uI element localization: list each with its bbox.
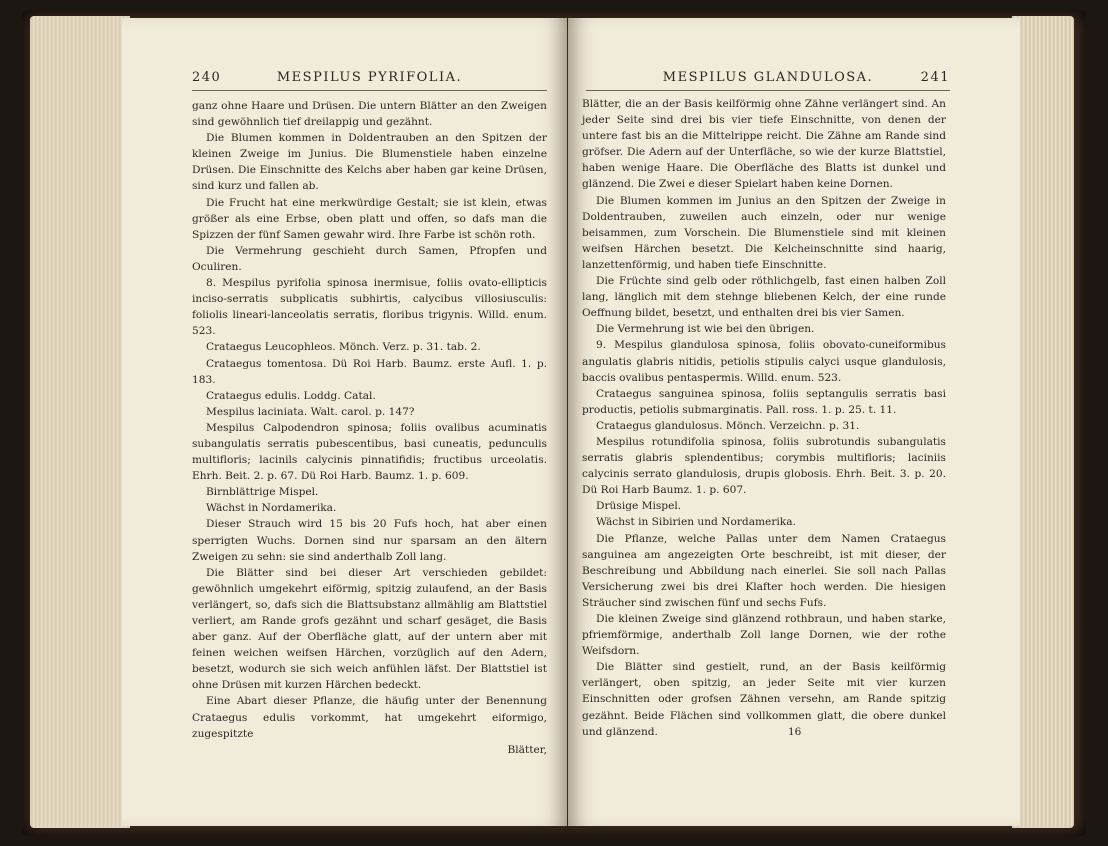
paragraph: Die Frucht hat eine merkwürdige Gestalt; sie ist klein, etwas größer als eine Erbse, oben platt und offen, so dafs man die Spizzen der fünf Samen gewahr wird. Ihre Farbe ist schön roth. (192, 196, 547, 241)
paragraph: Drüsige Mispel. (596, 500, 682, 513)
paragraph: Crataegus tomentosa. Dü Roi Harb. Baumz. erste Aufl. 1. p. 183. (192, 357, 547, 386)
paragraph: Crataegus sanguinea spinosa, foliis septangulis serratis basi productis, petiolis submarginatis. Pall. ross. 1. p. 25. t. 11. (582, 387, 946, 416)
right-page-header (586, 70, 950, 91)
page-edges-right (1012, 16, 1074, 828)
paragraph: Crataegus edulis. Loddg. Catal. (206, 389, 376, 402)
right-page-number: 241 (920, 70, 950, 85)
paragraph: Die Blumen kommen im Junius an den Spitzen der Zweige in Doldentrauben, zuweilen auch einzeln, oder nur wenige beisammen, zum Vorschein. Die Blumenstiele sind mit kleinen weifsen Härchen besetzt. Die Kelcheinschnitte sind haarig, lanzettenförmig, und haben tiefe Einschnitte. (582, 194, 946, 271)
paragraph: Dieser Strauch wird 15 bis 20 Fufs hoch, hat aber einen sperrigten Wuchs. Dornen sind nur sparsam an den ältern Zweigen zu sehn: sie sind anderthalb Zoll lang. (192, 518, 547, 563)
paragraph: Die Vermehrung geschieht durch Samen, Pfropfen und Oculiren. (192, 244, 547, 273)
paragraph: Die Früchte sind gelb oder röthlichgelb, fast einen halben Zoll lang, länglich mit dem stehnge bliebenen Kelch, der eine runde Oeffnung bildet, besetzt, und enthalten drei bis vier Samen. (582, 275, 946, 320)
paragraph: Mespilus Calpodendron spinosa; foliis ovalibus acuminatis subangulatis serratis pubescentibus, basi cuneatis, pedunculis multifloris; lacinils calycinis pinnatifidis; fructibus urceolatis. Ehrh. Beit. 2. p. 67. Dü Roi Harb. Baumz. 1. p. 609. (192, 421, 547, 483)
left-page-body (192, 98, 547, 758)
right-page-body (582, 96, 946, 740)
left-page-number: 240 (192, 70, 222, 85)
paragraph: 8. Mespilus pyrifolia spinosa inermisue, foliis ovato-ellipticis inciso-serratis subplicatis subhirtis, calycibus villosiusculis: foliolis lineari-lanceolatis serratis, floribus trigynis. Willd. enum. 523. (192, 277, 547, 338)
paragraph: ganz ohne Haare und Drüsen. Die untern Blätter an den Zweigen sind gewöhnlich tief dreilappig und gezähnt. (192, 100, 547, 129)
paragraph: Mespilus laciniata. Walt. carol. p. 147? (206, 405, 415, 418)
paragraph: Eine Abart dieser Pflanze, die häufig unter der Benennung Crataegus edulis vorkommt, hat umgekehrt eiformigo, zugespitzte (192, 695, 547, 740)
left-running-title: MESPILUS PYRIFOLIA. (276, 70, 463, 85)
paragraph: Blätter, die an der Basis keilförmig ohne Zähne verlängert sind. An jeder Seite sind drei bis vier tiefe Einschnitte, von denen der untere fast bis an die Mittelrippe reicht. Die Zähne am Rande sind gröfser. Die Adern auf der Unterfläche, so wie der kurze Blattstiel, haben wenige Haare. Die Oberfläche des Blatts ist dunkel und glänzend. Die Zwei e dieser Spielart haben keine Dornen. (582, 98, 946, 191)
right-page (568, 18, 1020, 826)
paragraph: Die Blumen kommen in Doldentrauben an den Spitzen der kleinen Zweige im Junius. Die Blumenstiele haben einzelne Drüsen. Die Einschnitte des Kelchs aber haben gar keine Drüsen, sind kurz und fallen ab. (192, 132, 547, 193)
signature-mark: 16 (788, 726, 802, 738)
paragraph: Wächst in Sibirien und Nordamerika. (596, 516, 796, 529)
paragraph: 9. Mespilus glandulosa spinosa, foliis obovato-cuneiformibus angulatis glabris nitidis, petiolis stipulis calyci usque glandulosis, baccis ovalibus pentaspermis. Willd. enum. 523. (582, 339, 946, 384)
paragraph: Crataegus glandulosus. Mönch. Verzeichn. p. 31. (596, 419, 860, 432)
paragraph: Die Blätter sind bei dieser Art verschieden gebildet: gewöhnlich umgekehrt eiförmig, spitzig zulaufend, an der Basis verlängert, so, dafs sich die Blattsubstanz allmählig am Blattstiel verliert, am Rande grofs gezähnt und scharf gesäget, die Basis aber ganz. Auf der Oberfläche glatt, auf der untern aber mit feinen weichen weifsen Härchen, vorzüglich auf den Adern, besetzt, wodurch sie sich weich anfühlen läfst. Der Blattstiel ist ohne Drüsen mit kurzen Härchen bedeckt. (192, 566, 547, 692)
paragraph: Die kleinen Zweige sind glänzend rothbraun, und haben starke, pfriemförmige, anderthalb Zoll lange Dornen, wie der rothe Weifsdorn. (582, 613, 946, 658)
paragraph: Crataegus Leucophleos. Mönch. Verz. p. 31. tab. 2. (206, 341, 481, 354)
paragraph: Die Pflanze, welche Pallas unter dem Namen Crataegus sanguinea am angezeigten Orte beschreibt, ist mit dieser, der Beschreibung und Abbildung nach einerlei. Sie soll nach Pallas Versicherung zwei bis drei Klafter hoch werden. Die hiesigen Sträucher sind zwischen fünf und sechs Fufs. (582, 532, 946, 609)
paragraph: Wächst in Nordamerika. (206, 502, 337, 515)
paragraph: Die Vermehrung ist wie bei den übrigen. (596, 323, 815, 336)
right-running-title: MESPILUS GLANDULOSA. (662, 70, 874, 85)
page-edges-left (30, 16, 130, 828)
left-page-header (192, 70, 547, 91)
paragraph: Die Blätter sind gestielt, rund, an der Basis keilförmig verlängert, oben spitzig, an jeder Seite mit vier kurzen Einschnitten oder grofsen Zähnen versehn, am Rande spitzig gezähnt. Beide Flächen sind vollkommen glatt, die obere dunkel und glänzend. (582, 661, 946, 738)
paragraph: Birnblättrige Mispel. (206, 486, 319, 499)
left-page (122, 18, 567, 826)
paragraph: Mespilus rotundifolia spinosa, foliis subrotundis subangulatis serratis glabris splendentibus; corymbis multifloris; laciniis calycinis serrato glandulosis, drupis globosis. Ehrh. Beit. 3. p. 20. Dü Roi Harb Baumz. 1. p. 607. (582, 435, 946, 497)
catchword: Blätter, (507, 743, 547, 756)
